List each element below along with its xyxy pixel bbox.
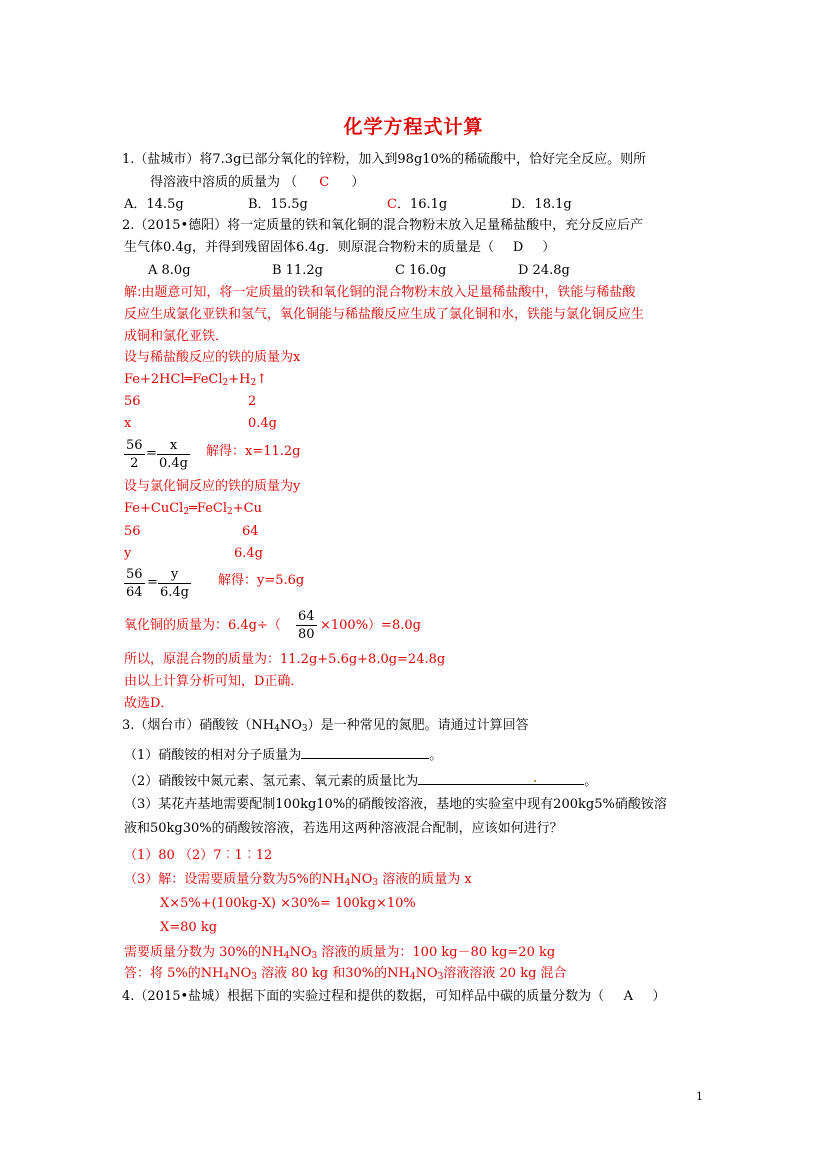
q3-need-post: 溶液的质量为：100 kg－80 kg=20 kg (317, 945, 556, 960)
q3-ans3-post: 溶液的质量为 x (378, 872, 472, 887)
eq1-arrow: ↑ (256, 372, 268, 387)
eq2-part2: ═FeCl (189, 501, 227, 516)
q2-eq2-mass-fe: 56 (124, 524, 141, 539)
q3-part1-end: 。 (429, 748, 443, 763)
q2-eq1-var-h2: 0.4g (248, 416, 277, 431)
page-title: 化学方程式计算 (343, 116, 484, 138)
cuo-mass-pre: 氧化铜的质量为：6.4g÷（ (124, 618, 281, 633)
q3-sub1: 4 (274, 724, 280, 734)
q3-answer-1-2: （1）80 （2）7︰1︰12 (124, 848, 273, 863)
q3-part2-text: （2）硝酸铵中氮元素、氢元素、氧元素的质量比为 (124, 774, 419, 789)
q3-part1-text: （1）硝酸铵的相对分子质量为 (124, 748, 302, 763)
cuo-fraction-den: 80 (298, 627, 315, 642)
q2-eq2-var-y: y (124, 546, 132, 561)
eq2-part1: Fe+CuCl (124, 501, 184, 516)
fraction1-left-num: 56 (126, 438, 143, 453)
q3-final-post: 溶液溶液 20 kg 混合 (443, 966, 567, 981)
decorative-dot (534, 780, 536, 782)
q2-option-b: B 11.2g (272, 263, 323, 278)
q1-option-a: A．14.5g (124, 197, 184, 212)
q4-answer: A (623, 989, 633, 1004)
q3-ans3-sub4: 4 (344, 878, 351, 888)
q3-part3-line2: 液和50kg30%的硝酸铵溶液，若选用这两种溶液混合配制，应该如何进行？ (124, 821, 563, 836)
q3-final-mid3: NO (415, 966, 438, 981)
q2-option-d: D 24.8g (518, 263, 570, 278)
q2-solution-line2: 反应生成氯化亚铁和氢气，氧化铜能与稀盐酸反应生成了氯化铜和水，铁能与氯化铜反应生 (124, 307, 645, 322)
q2-eq1-mass-fe: 56 (124, 394, 141, 409)
q2-solution-line3: 成铜和氯化亚铁． (124, 329, 229, 344)
q3-final-pre: 答：将 5%的NH (124, 966, 224, 981)
q2-conclusion: 由以上计算分析可知，D正确． (124, 674, 304, 689)
fraction2-right-num: y (158, 566, 191, 584)
q2-option-a: A 8.0g (148, 263, 191, 278)
q3-part1-blank (301, 744, 429, 759)
q3-final-sub3a: 3 (251, 972, 257, 982)
q3-need-mass (124, 944, 555, 962)
q2-answer: D (512, 240, 524, 255)
eq1-sub: 2 (222, 378, 229, 388)
q3-line1-post: ）是一种常见的氮肥。请通过计算回答 (307, 718, 529, 733)
fraction2-right-den: 6.4g (160, 585, 189, 600)
cuo-fraction-num: 64 (298, 609, 315, 624)
q4-paren-close: ） (652, 989, 666, 1004)
q3-part1 (124, 744, 442, 765)
cuo-mass-post: ×100%）=8.0g (320, 618, 421, 633)
q1-paren-close: ） (351, 175, 365, 190)
q3-ans3-sub3: 3 (372, 878, 379, 888)
fraction2-result: 解得：y=5.6g (218, 573, 305, 588)
eq2-part3: +Cu (232, 501, 262, 516)
q2-set-x: 设与稀盐酸反应的铁的质量为x (124, 350, 301, 365)
q3-final-mid2: 溶液 80 kg 和30%的NH (256, 966, 410, 981)
q2-stem-end: 生气体0.4g，并得到残留固体6.4g．则原混合物粉末的质量是（ (124, 240, 494, 255)
q2-paren-close: ） (542, 240, 556, 255)
q3-ans3-mid: NO (350, 872, 373, 887)
q3-need-pre: 需要质量分数为 30%的NH (124, 945, 284, 960)
q3-need-mid: NO (289, 945, 312, 960)
eq2-sub: 2 (183, 507, 190, 517)
q4-stem: 4.（2015•盐城）根据下面的实验过程和提供的数据，可知样品中碳的质量分数为（ (122, 989, 605, 1004)
q3-final-answer (124, 965, 567, 983)
q1-option-b: B．15.5g (248, 197, 308, 212)
q2-equation2 (124, 500, 262, 518)
q3-line1 (122, 717, 529, 735)
q1-answer: C (319, 175, 330, 190)
eq1-part1: Fe+2HCl═FeCl (124, 372, 223, 387)
q3-part2 (124, 770, 597, 791)
fraction1-right-den: 0.4g (159, 456, 188, 471)
fraction2-right (158, 566, 191, 601)
q1-line1: 1.（盐城市）将7.3g已部分氧化的锌粉，加入到98g10%的稀硫酸中，恰好完全反应。则所 (122, 152, 647, 167)
q3-line1-mid: NO (279, 718, 302, 733)
fraction2-left-den: 64 (126, 585, 143, 600)
q3-final-sub4b: 4 (409, 972, 416, 982)
q2-set-y: 设与氯化铜反应的铁的质量为y (124, 479, 301, 494)
q2-equation1 (124, 371, 267, 389)
q1-option-c (387, 196, 447, 214)
q2-eq2-mass-cu: 64 (242, 524, 259, 539)
q3-part3-line1: （3）某花卉基地需要配制100kg10%的硝酸铵溶液，基地的实验室中现有200kg5%硝酸铵溶 (124, 797, 667, 812)
fraction2-left (124, 566, 145, 601)
q3-calc2: X=80 kg (160, 920, 218, 935)
fraction1-result: 解得：x=11.2g (206, 444, 301, 459)
q3-ans3-pre: （3）解：设需要质量分数为5%的NH (124, 872, 345, 887)
q2-line2 (124, 239, 555, 257)
q3-final-sub3b: 3 (437, 972, 444, 982)
q3-need-sub4: 4 (283, 951, 290, 961)
fraction2-left-num: 56 (126, 567, 143, 582)
fraction1-left-den: 2 (130, 456, 139, 471)
q4-line1 (122, 988, 665, 1006)
fraction1-right-num: x (157, 437, 190, 455)
cuo-fraction (296, 608, 317, 643)
eq2-sub2: 2 (227, 507, 233, 517)
q2-choice: 故选D． (124, 696, 174, 711)
q1-option-c-letter: C (387, 197, 397, 212)
q3-line1-pre: 3.（烟台市）硝酸铵（NH (122, 718, 275, 733)
q1-option-c-value: ．16.1g (396, 197, 448, 212)
q1-line2 (150, 174, 364, 192)
q2-total-mass: 所以，原混合物的质量为：11.2g+5.6g+8.0g=24.8g (124, 652, 446, 667)
fraction1-left (124, 437, 145, 472)
q3-calc1: X×5%+(100kg-X) ×30%= 100kg×10% (160, 896, 416, 911)
fraction1-equals: = (146, 446, 157, 461)
q2-option-c: C 16.0g (395, 263, 447, 278)
eq1-sub2: 2 (250, 378, 257, 388)
q3-answer-3 (124, 871, 472, 889)
fraction2-equals: = (147, 575, 158, 590)
q2-eq1-mass-h2: 2 (248, 394, 257, 409)
q3-sub2: 3 (301, 724, 308, 734)
q2-line1: 2.（2015•德阳）将一定质量的铁和氧化铜的混合物粉末放入足量稀盐酸中，充分反应后产 (122, 218, 644, 233)
eq1-part2: +H (228, 372, 251, 387)
q2-solution-line1: 解:由题意可知，将一定质量的铁和氧化铜的混合物粉末放入足量稀盐酸中，铁能与稀盐酸 (124, 285, 636, 300)
q3-final-sub4a: 4 (223, 972, 230, 982)
fraction1-right (157, 437, 190, 472)
q3-part2-blank (418, 770, 584, 785)
q2-eq2-var-cu: 6.4g (234, 546, 263, 561)
q3-part2-end: 。 (584, 774, 598, 789)
q3-final-mid1: NO (229, 966, 252, 981)
page-number: 1 (696, 1090, 703, 1103)
q3-need-sub3: 3 (311, 951, 318, 961)
q1-stem-end: 得溶液中溶质的质量为 （ (150, 175, 298, 190)
q2-eq1-var-x: x (124, 416, 132, 431)
q1-option-d: D．18.1g (511, 197, 572, 212)
